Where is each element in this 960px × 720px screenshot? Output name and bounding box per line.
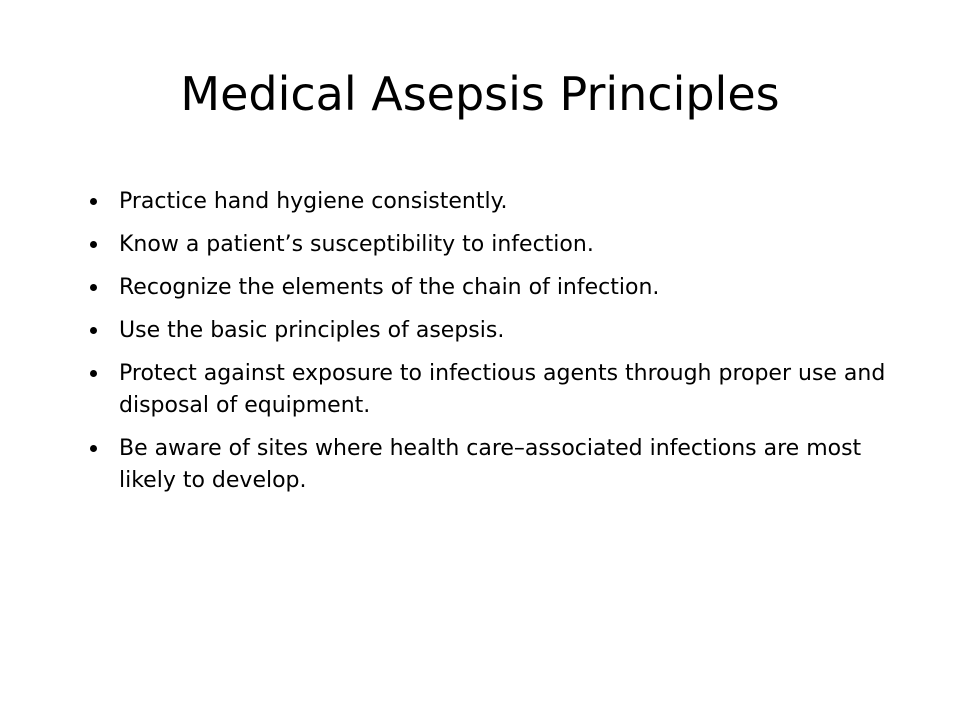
slide-title: Medical Asepsis Principles: [180, 67, 780, 121]
bullet-dot-icon: [90, 241, 97, 248]
bullet-item: [90, 186, 900, 218]
bullet-item: [90, 315, 900, 347]
bullet-dot-icon: [90, 445, 97, 452]
bullet-item: [90, 229, 900, 261]
bullet-text: Practice hand hygiene consistently.: [119, 189, 508, 214]
bullet-item: [90, 272, 900, 304]
bullet-list: [90, 186, 900, 508]
bullet-text: Recognize the elements of the chain of infection.: [119, 275, 660, 300]
bullet-item: [90, 433, 900, 497]
bullet-dot-icon: [90, 284, 97, 291]
bullet-item: [90, 358, 900, 422]
bullet-dot-icon: [90, 327, 97, 334]
bullet-dot-icon: [90, 370, 97, 377]
bullet-text: Protect against exposure to infectious agents through proper use and disposal of equipment.: [119, 361, 886, 418]
bullet-text: Be aware of sites where health care–associated infections are most likely to develop.: [119, 436, 862, 493]
bullet-text: Know a patient’s susceptibility to infection.: [119, 232, 594, 257]
bullet-text: Use the basic principles of asepsis.: [119, 318, 505, 343]
bullet-dot-icon: [90, 198, 97, 205]
